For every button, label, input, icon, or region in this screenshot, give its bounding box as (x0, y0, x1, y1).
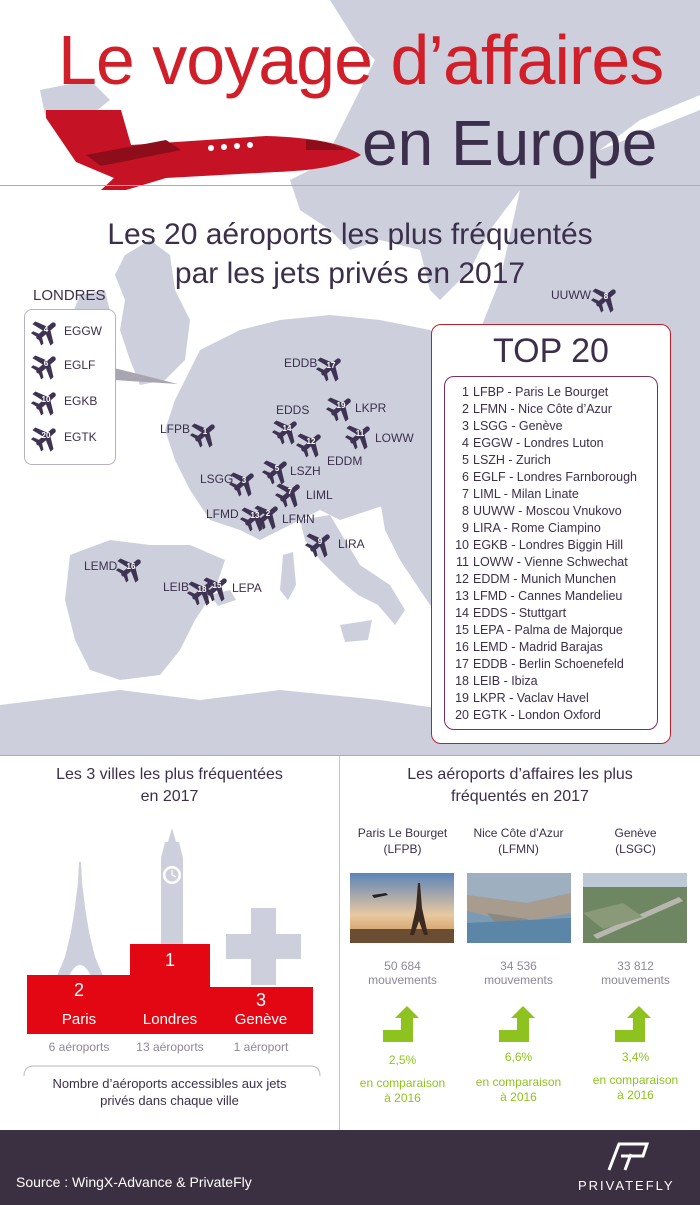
top20-item (449, 418, 637, 435)
page-title-line2: en Europe (362, 107, 658, 179)
growth-lsgc: 3,4% (621, 1050, 650, 1064)
footer (0, 1130, 700, 1205)
podium-rank-2: 2 (73, 980, 84, 1000)
marker-rank: 2 (265, 509, 271, 518)
airport-marker-edds (272, 415, 302, 445)
marker-rank: 10 (41, 395, 51, 404)
privatefly-logo-text: PRIVATEFLY (578, 1178, 675, 1193)
airport-code-label: LSZH (290, 464, 321, 478)
marker-rank: 1 (202, 427, 208, 436)
podium-city-paris: Paris (61, 1011, 97, 1028)
airport-name-lsgc: Genève (614, 826, 657, 840)
map-subtitle-line1: Les 20 aéroports les plus fréquentés (107, 218, 593, 251)
top20-airport: EGLF - Londres Farnborough (473, 470, 637, 484)
airport-count-note-line1: Nombre d’aéroports accessibles aux jets (52, 1076, 287, 1091)
top20-item (449, 588, 637, 605)
top20-title: TOP 20 (493, 332, 609, 370)
london-airport-marker (31, 350, 61, 380)
airport-code-label: LOWW (375, 431, 414, 445)
london-airport-code: EGKB (64, 394, 98, 408)
airport-code-label: LKPR (355, 401, 387, 415)
marker-rank: 16 (126, 562, 136, 571)
airport-code-label: EDDB (284, 356, 318, 370)
marker-rank: 15 (212, 581, 222, 590)
column-divider (339, 756, 340, 1130)
top20-rank: 7 (462, 487, 469, 501)
top20-item (449, 707, 637, 724)
top20-item (449, 605, 637, 622)
arrow-up-icon (615, 1006, 655, 1042)
top20-airport: LEPA - Palma de Majorque (473, 623, 623, 637)
top20-airport: LSZH - Zurich (473, 453, 551, 467)
growth-lfmn: 6,6% (504, 1050, 533, 1064)
top20-rank: 20 (455, 708, 469, 722)
top20-item (449, 554, 637, 571)
airport-code-label: EDDM (327, 454, 363, 468)
airport-marker-lfpb (190, 418, 220, 448)
bracket-line (22, 1056, 322, 1078)
top20-rank: 19 (455, 691, 469, 705)
marker-rank: 20 (41, 431, 51, 440)
london-airport-marker (31, 386, 61, 416)
airport-code-label: LFMN (282, 512, 315, 526)
top20-list (449, 384, 637, 724)
movements-lfmn: 34 536 (500, 959, 537, 973)
top20-rank: 9 (462, 521, 469, 535)
airport-marker-eddb (316, 352, 346, 382)
marker-rank: 19 (336, 401, 346, 410)
photo-geneve (583, 873, 687, 943)
airport-marker-lira (305, 528, 335, 558)
top20-item (449, 656, 637, 673)
movements-label-lsgc: mouvements (601, 973, 670, 987)
top20-item (449, 503, 637, 520)
top20-item (449, 537, 637, 554)
top20-rank: 10 (455, 538, 469, 552)
airport-name-lfmn: Nice Côte d’Azur (473, 826, 564, 840)
comparison-lfpb: en comparaison (359, 1076, 446, 1090)
marker-rank: 3 (241, 476, 247, 485)
top20-item (449, 452, 637, 469)
top20-item (449, 401, 637, 418)
marker-rank: 7 (287, 487, 293, 496)
top20-rank: 11 (456, 555, 469, 569)
marker-rank: 17 (326, 361, 336, 370)
london-airport-marker (31, 422, 61, 452)
top20-airport: LFMD - Cannes Mandelieu (473, 589, 623, 603)
top20-item (449, 639, 637, 656)
page-title: Le voyage d’affaires (58, 21, 664, 99)
top20-rank: 6 (462, 470, 469, 484)
marker-rank: 4 (43, 325, 49, 334)
airport-code-label: UUWW (551, 288, 591, 302)
airport-code-label: LEMD (84, 559, 118, 573)
top20-item (449, 486, 637, 503)
marker-rank: 6 (43, 359, 49, 368)
top20-rank: 14 (455, 606, 469, 620)
airport-marker-liml (275, 478, 305, 508)
movements-lsgc: 33 812 (617, 959, 654, 973)
business-airports-title-line1: Les aéroports d’affaires les plus (407, 766, 633, 783)
marker-rank: 12 (306, 437, 316, 446)
top20-airport: UUWW - Moscou Vnukovo (473, 504, 622, 518)
top20-rank: 3 (462, 419, 469, 433)
top20-airport: LEIB - Ibiza (473, 674, 538, 688)
podium-rank-3: 3 (255, 990, 266, 1010)
top20-item (449, 571, 637, 588)
top20-airport: LIML - Milan Linate (473, 487, 579, 501)
top20-rank: 16 (455, 640, 469, 654)
london-airport-marker (31, 316, 61, 346)
airport-marker-loww (345, 420, 375, 450)
header-divider (0, 185, 700, 186)
top20-item (449, 673, 637, 690)
comparison-year-lfmn: à 2016 (500, 1090, 537, 1104)
marker-rank: 18 (197, 585, 207, 594)
privatefly-logo-icon (605, 1140, 649, 1172)
airport-code-label: LSGG (200, 472, 234, 486)
airport-count-londres: 13 aéroports (136, 1040, 204, 1054)
london-airport-code: EGTK (64, 430, 97, 444)
photo-nice-cote-azur (467, 873, 571, 943)
podium-city-geneve: Genève (234, 1011, 288, 1028)
top20-rank: 8 (462, 504, 469, 518)
top20-item (449, 690, 637, 707)
airport-count-geneve: 1 aéroport (233, 1040, 289, 1054)
airport-count-note-line2: privés dans chaque ville (100, 1093, 239, 1108)
arrow-up-icon (499, 1006, 539, 1042)
top20-airport: EGTK - London Oxford (473, 708, 601, 722)
top20-airport: LFBP - Paris Le Bourget (473, 385, 609, 399)
movements-label-lfmn: mouvements (484, 973, 553, 987)
marker-rank: 9 (317, 537, 323, 546)
arrow-up-icon (383, 1006, 423, 1042)
top20-airport: LOWW - Vienne Schwechat (473, 555, 628, 569)
podium-rank-1: 1 (164, 950, 175, 970)
top20-rank: 18 (455, 674, 469, 688)
airport-code-lfmn: (LFMN) (498, 842, 539, 856)
top20-rank: 13 (455, 589, 469, 603)
top20-rank: 12 (455, 572, 469, 586)
top20-rank: 4 (462, 436, 469, 450)
airport-marker-lemd (116, 553, 146, 583)
movements-lfpb: 50 684 (384, 959, 421, 973)
top20-airport: EGGW - Londres Luton (473, 436, 604, 450)
top20-airport: EGKB - Londres Biggin Hill (473, 538, 624, 552)
airport-code-label: LFMD (206, 507, 239, 521)
comparison-lfmn: en comparaison (475, 1075, 562, 1089)
growth-lfpb: 2,5% (388, 1053, 417, 1067)
airport-code-lsgc: (LSGC) (615, 842, 656, 856)
comparison-lsgc: en comparaison (592, 1073, 679, 1087)
top20-item (449, 520, 637, 537)
airport-marker-leib (187, 576, 217, 606)
airport-code-label: LEIB (163, 580, 190, 594)
airport-code-label: EDDS (276, 403, 310, 417)
top20-item (449, 384, 637, 401)
business-airports-title-line2: fréquentés en 2017 (451, 788, 589, 805)
marker-rank: 13 (250, 511, 260, 520)
top20-airport: EDDB - Berlin Schoenefeld (473, 657, 624, 671)
top20-airport: LIRA - Rome Ciampino (473, 521, 601, 535)
top20-item (449, 435, 637, 452)
source-credit: Source : WingX-Advance & PrivateFly (16, 1174, 252, 1190)
airport-marker-uuww (591, 283, 621, 313)
marker-rank: 14 (282, 424, 292, 433)
airport-name-lfpb: Paris Le Bourget (357, 826, 448, 840)
marker-rank: 8 (603, 292, 609, 301)
london-label: LONDRES (33, 287, 106, 304)
cities-title-line2: en 2017 (140, 788, 199, 805)
airport-code-lfpb: (LFPB) (383, 842, 422, 856)
airport-code-label: LIRA (338, 537, 365, 551)
top20-airport: EDDM - Munich Munchen (473, 572, 617, 586)
top20-airport: LFMN - Nice Côte d’Azur (473, 402, 612, 416)
airport-marker-lsgg (229, 467, 259, 497)
marker-rank: 5 (274, 464, 280, 473)
top20-list-frame (444, 376, 658, 730)
airport-code-label: LFPB (160, 422, 191, 436)
airport-count-paris: 6 aéroports (48, 1040, 110, 1054)
top20-rank: 5 (462, 453, 469, 467)
top20-airport: EDDS - Stuttgart (473, 606, 567, 620)
top20-airport: LSGG - Genève (473, 419, 563, 433)
top20-item (449, 622, 637, 639)
top20-panel (431, 324, 671, 744)
movements-label-lfpb: mouvements (368, 973, 437, 987)
marker-rank: 11 (355, 429, 365, 438)
jet-illustration (6, 100, 366, 195)
top20-airport: LEMD - Madrid Barajas (473, 640, 603, 654)
eiffel-tower-icon (55, 862, 105, 976)
big-ben-icon (155, 828, 189, 946)
airport-code-label: LEPA (232, 581, 262, 595)
comparison-year-lfpb: à 2016 (384, 1091, 421, 1105)
section-divider (0, 755, 700, 756)
london-airport-code: EGLF (64, 358, 96, 372)
airport-marker-lfmd (240, 502, 270, 532)
top20-rank: 17 (455, 657, 469, 671)
photo-paris-le-bourget (350, 873, 454, 943)
london-airport-code: EGGW (64, 324, 102, 338)
airport-marker-lkpr (326, 392, 356, 422)
top20-rank: 1 (462, 385, 469, 399)
cities-title-line1: Les 3 villes les plus fréquentées (56, 766, 283, 783)
swiss-cross-icon (226, 908, 301, 985)
top20-rank: 2 (462, 402, 469, 416)
top20-airport: LKPR - Vaclav Havel (473, 691, 589, 705)
podium-city-londres: Londres (142, 1011, 198, 1028)
airport-code-label: LIML (306, 488, 333, 502)
comparison-year-lsgc: à 2016 (617, 1088, 654, 1102)
top20-rank: 15 (455, 623, 469, 637)
top20-item (449, 469, 637, 486)
map-subtitle-line2: par les jets privés en 2017 (174, 257, 526, 290)
